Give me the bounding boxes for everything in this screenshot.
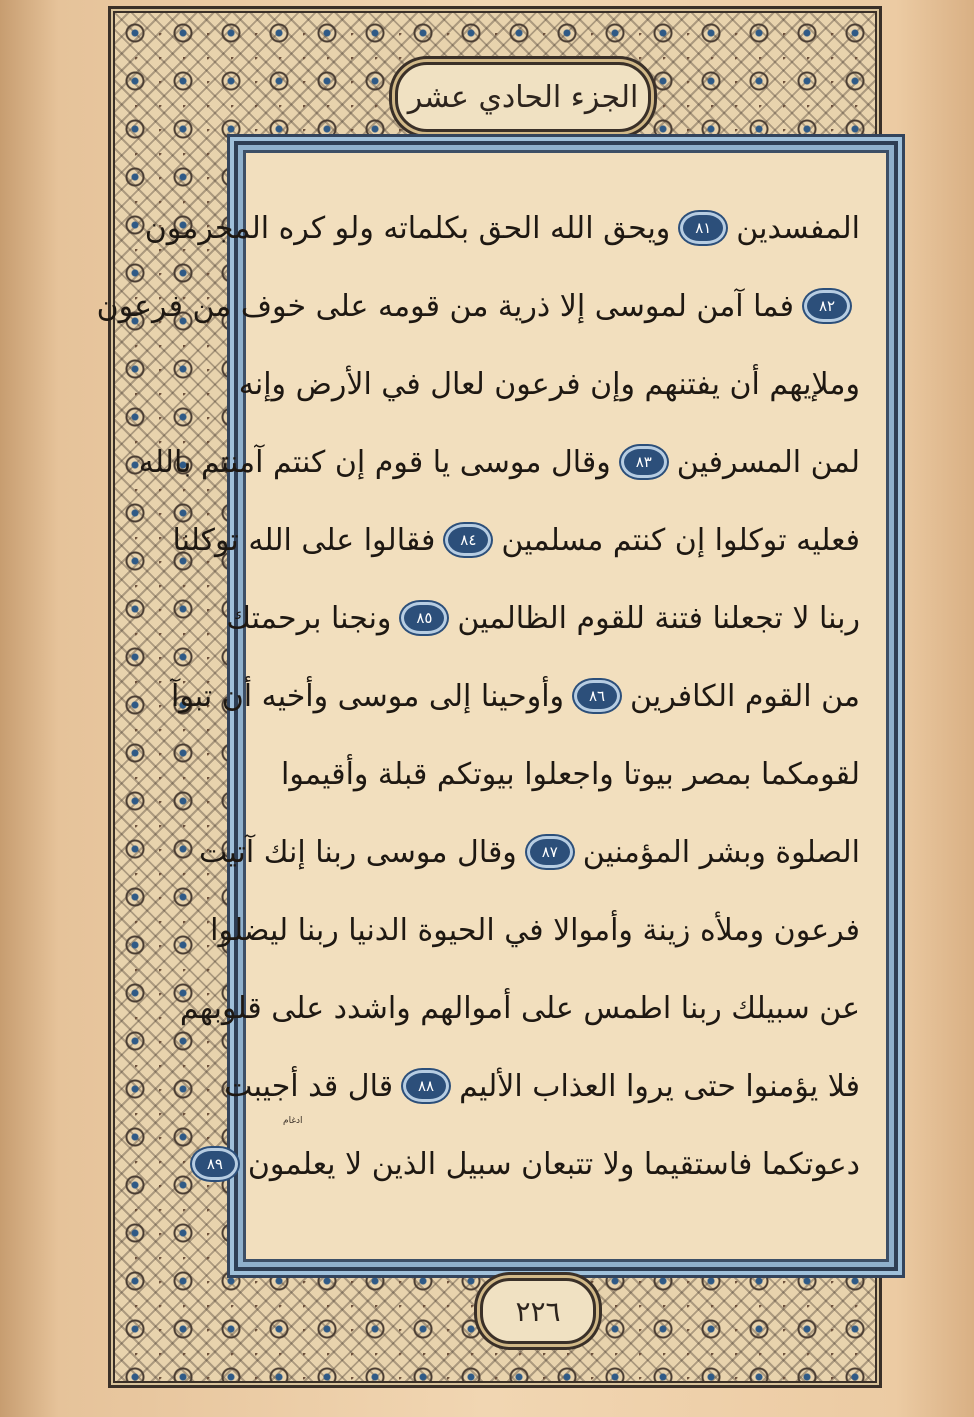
verse-text-block bbox=[96, 188, 860, 1203]
text-line bbox=[210, 890, 860, 970]
text-line bbox=[198, 812, 860, 892]
verse-text: الصلوة وبشر المؤمنين bbox=[582, 834, 860, 870]
verse-text: لقومكما بمصر بيوتا واجعلوا بيوتكم قبلة وأقيموا bbox=[281, 756, 860, 792]
text-line bbox=[170, 656, 860, 736]
juz-title: الجزء الحادي عشر bbox=[407, 79, 639, 115]
verse-text: عن سبيلك ربنا اطمس على أموالهم واشدد على قلوبهم bbox=[179, 990, 860, 1026]
verse-text: فرعون وملأه زينة وأموالا في الحيوة الدنيا ربنا ليضلوا bbox=[210, 912, 860, 948]
verse-text: وقال موسى ربنا إنك آتيت bbox=[198, 834, 517, 870]
verse-text: وأوحينا إلى موسى وأخيه أن تبوآ bbox=[170, 678, 565, 714]
verse-text: وقال موسى يا قوم إن كنتم آمنتم بالله bbox=[138, 444, 611, 480]
text-line bbox=[96, 266, 860, 346]
verse-number-marker: ٨٩ bbox=[192, 1148, 238, 1180]
verse-text: ربنا لا تجعلنا فتنة للقوم الظالمين bbox=[457, 600, 860, 636]
verse-text: ويحق الله الحق بكلماته ولو كره المجرمون bbox=[144, 210, 671, 246]
text-line bbox=[206, 1124, 860, 1204]
text-line bbox=[138, 422, 860, 502]
text-line bbox=[144, 188, 860, 268]
verse-text: من القوم الكافرين bbox=[630, 678, 860, 714]
verse-text: دعوتكما فاستقيما ولا تتبعان سبيل الذين لا يعلمون bbox=[247, 1146, 860, 1182]
text-line bbox=[224, 1046, 860, 1126]
verse-text: فما آمن لموسى إلا ذرية من قومه على خوف من فرعون bbox=[96, 288, 794, 324]
verse-text: فعليه توكلوا إن كنتم مسلمين bbox=[501, 522, 860, 558]
text-line bbox=[172, 500, 860, 580]
verse-text: ونجنا برحمتك bbox=[226, 600, 392, 636]
verse-number-marker: ٨٣ bbox=[621, 446, 667, 478]
verse-number-marker: ٨٢ bbox=[804, 290, 850, 322]
text-line bbox=[238, 344, 860, 424]
text-line bbox=[226, 578, 860, 658]
footer-cartouche bbox=[480, 1278, 596, 1344]
header-cartouche bbox=[395, 62, 651, 132]
page-number: ٢٢٦ bbox=[515, 1294, 561, 1328]
verse-number-marker: ٨١ bbox=[680, 212, 726, 244]
verse-text: لمن المسرفين bbox=[676, 444, 860, 480]
text-line bbox=[266, 734, 860, 814]
verse-text: فلا يؤمنوا حتى يروا العذاب الأليم bbox=[459, 1068, 860, 1104]
verse-number-marker: ٨٦ bbox=[574, 680, 620, 712]
verse-text: فقالوا على الله توكلنا bbox=[172, 522, 436, 558]
margin-note: ادغام bbox=[283, 1116, 303, 1126]
verse-number-marker: ٨٨ bbox=[403, 1070, 449, 1102]
verse-text: المفسدين bbox=[736, 210, 860, 246]
verse-text: وملإيهم أن يفتنهم وإن فرعون لعال في الأرض وإنه bbox=[238, 366, 860, 402]
text-line bbox=[179, 968, 860, 1048]
verse-text: قال قد أجيبت bbox=[224, 1068, 394, 1104]
verse-number-marker: ٨٤ bbox=[445, 524, 491, 556]
verse-number-marker: ٨٧ bbox=[527, 836, 573, 868]
verse-number-marker: ٨٥ bbox=[401, 602, 447, 634]
